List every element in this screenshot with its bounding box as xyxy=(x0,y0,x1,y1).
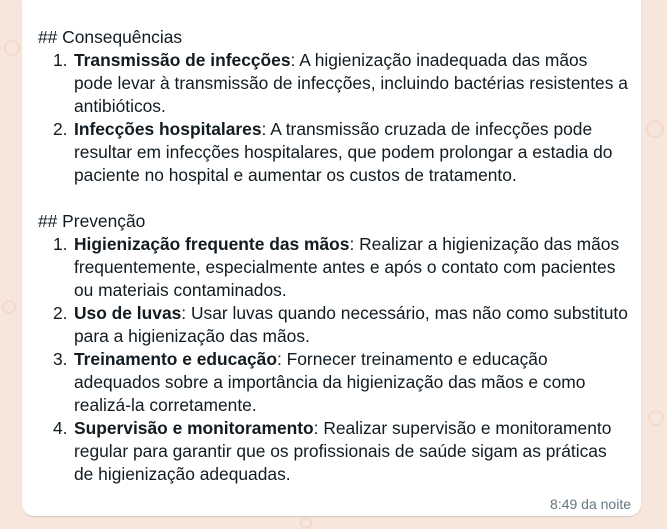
item-title: Uso de luvas xyxy=(74,303,182,323)
item-number: 2. xyxy=(53,119,68,139)
item-number: 1. xyxy=(53,234,68,254)
item-title: Infecções hospitalares xyxy=(74,119,262,139)
item-title: Higienização frequente das mãos xyxy=(74,234,350,254)
item-title: Treinamento e educação xyxy=(74,349,277,369)
list-item xyxy=(38,233,628,302)
item-text: : Fornecer treinamento e educação adequados sobre a importância da higienização das mãos e como realizá-la corretamente. xyxy=(74,349,586,415)
list-item xyxy=(38,417,628,486)
list-item xyxy=(38,49,628,118)
section-heading-prevencao: ## Prevenção xyxy=(38,211,146,231)
message-timestamp: 8:49 da noite xyxy=(550,496,631,512)
prevencao-list xyxy=(38,233,628,486)
item-number: 2. xyxy=(53,303,68,323)
list-item xyxy=(38,118,628,187)
item-text: : A transmissão cruzada de infecções pode resultar em infecções hospitalares, que podem prolongar a estadia do paciente no hospital e aumentar os custos de tratamento. xyxy=(74,119,613,185)
item-text: : A higienização inadequada das mãos pode levar à transmissão de infecções, incluindo bactérias resistentes a antibióticos. xyxy=(74,50,628,116)
message-bubble[interactable] xyxy=(22,0,641,516)
wallpaper-doodle xyxy=(2,300,16,314)
item-number: 3. xyxy=(53,349,68,369)
wallpaper-doodle xyxy=(300,517,312,529)
item-text: : Realizar a higienização das mãos frequentemente, especialmente antes e após o contato com pacientes ou materiais contaminados. xyxy=(74,234,620,300)
item-text: : Usar luvas quando necessário, mas não como substituto para a higienização das mãos. xyxy=(74,303,628,346)
wallpaper-doodle xyxy=(646,120,664,138)
item-text: : Realizar supervisão e monitoramento regular para garantir que os profissionais de saúde sigam as práticas de higienização adequadas. xyxy=(74,418,612,484)
list-item xyxy=(38,302,628,348)
item-number: 1. xyxy=(53,50,68,70)
section-heading-consequencias: ## Consequências xyxy=(38,27,183,47)
message-text[interactable] xyxy=(38,26,628,486)
item-title: Supervisão e monitoramento xyxy=(74,418,314,438)
wallpaper-doodle xyxy=(648,410,664,426)
item-number: 4. xyxy=(53,418,68,438)
consequencias-list xyxy=(38,49,628,187)
paragraph-spacer xyxy=(38,187,628,210)
item-title: Transmissão de infecções xyxy=(74,50,291,70)
wallpaper-doodle xyxy=(4,40,20,56)
list-item xyxy=(38,348,628,417)
